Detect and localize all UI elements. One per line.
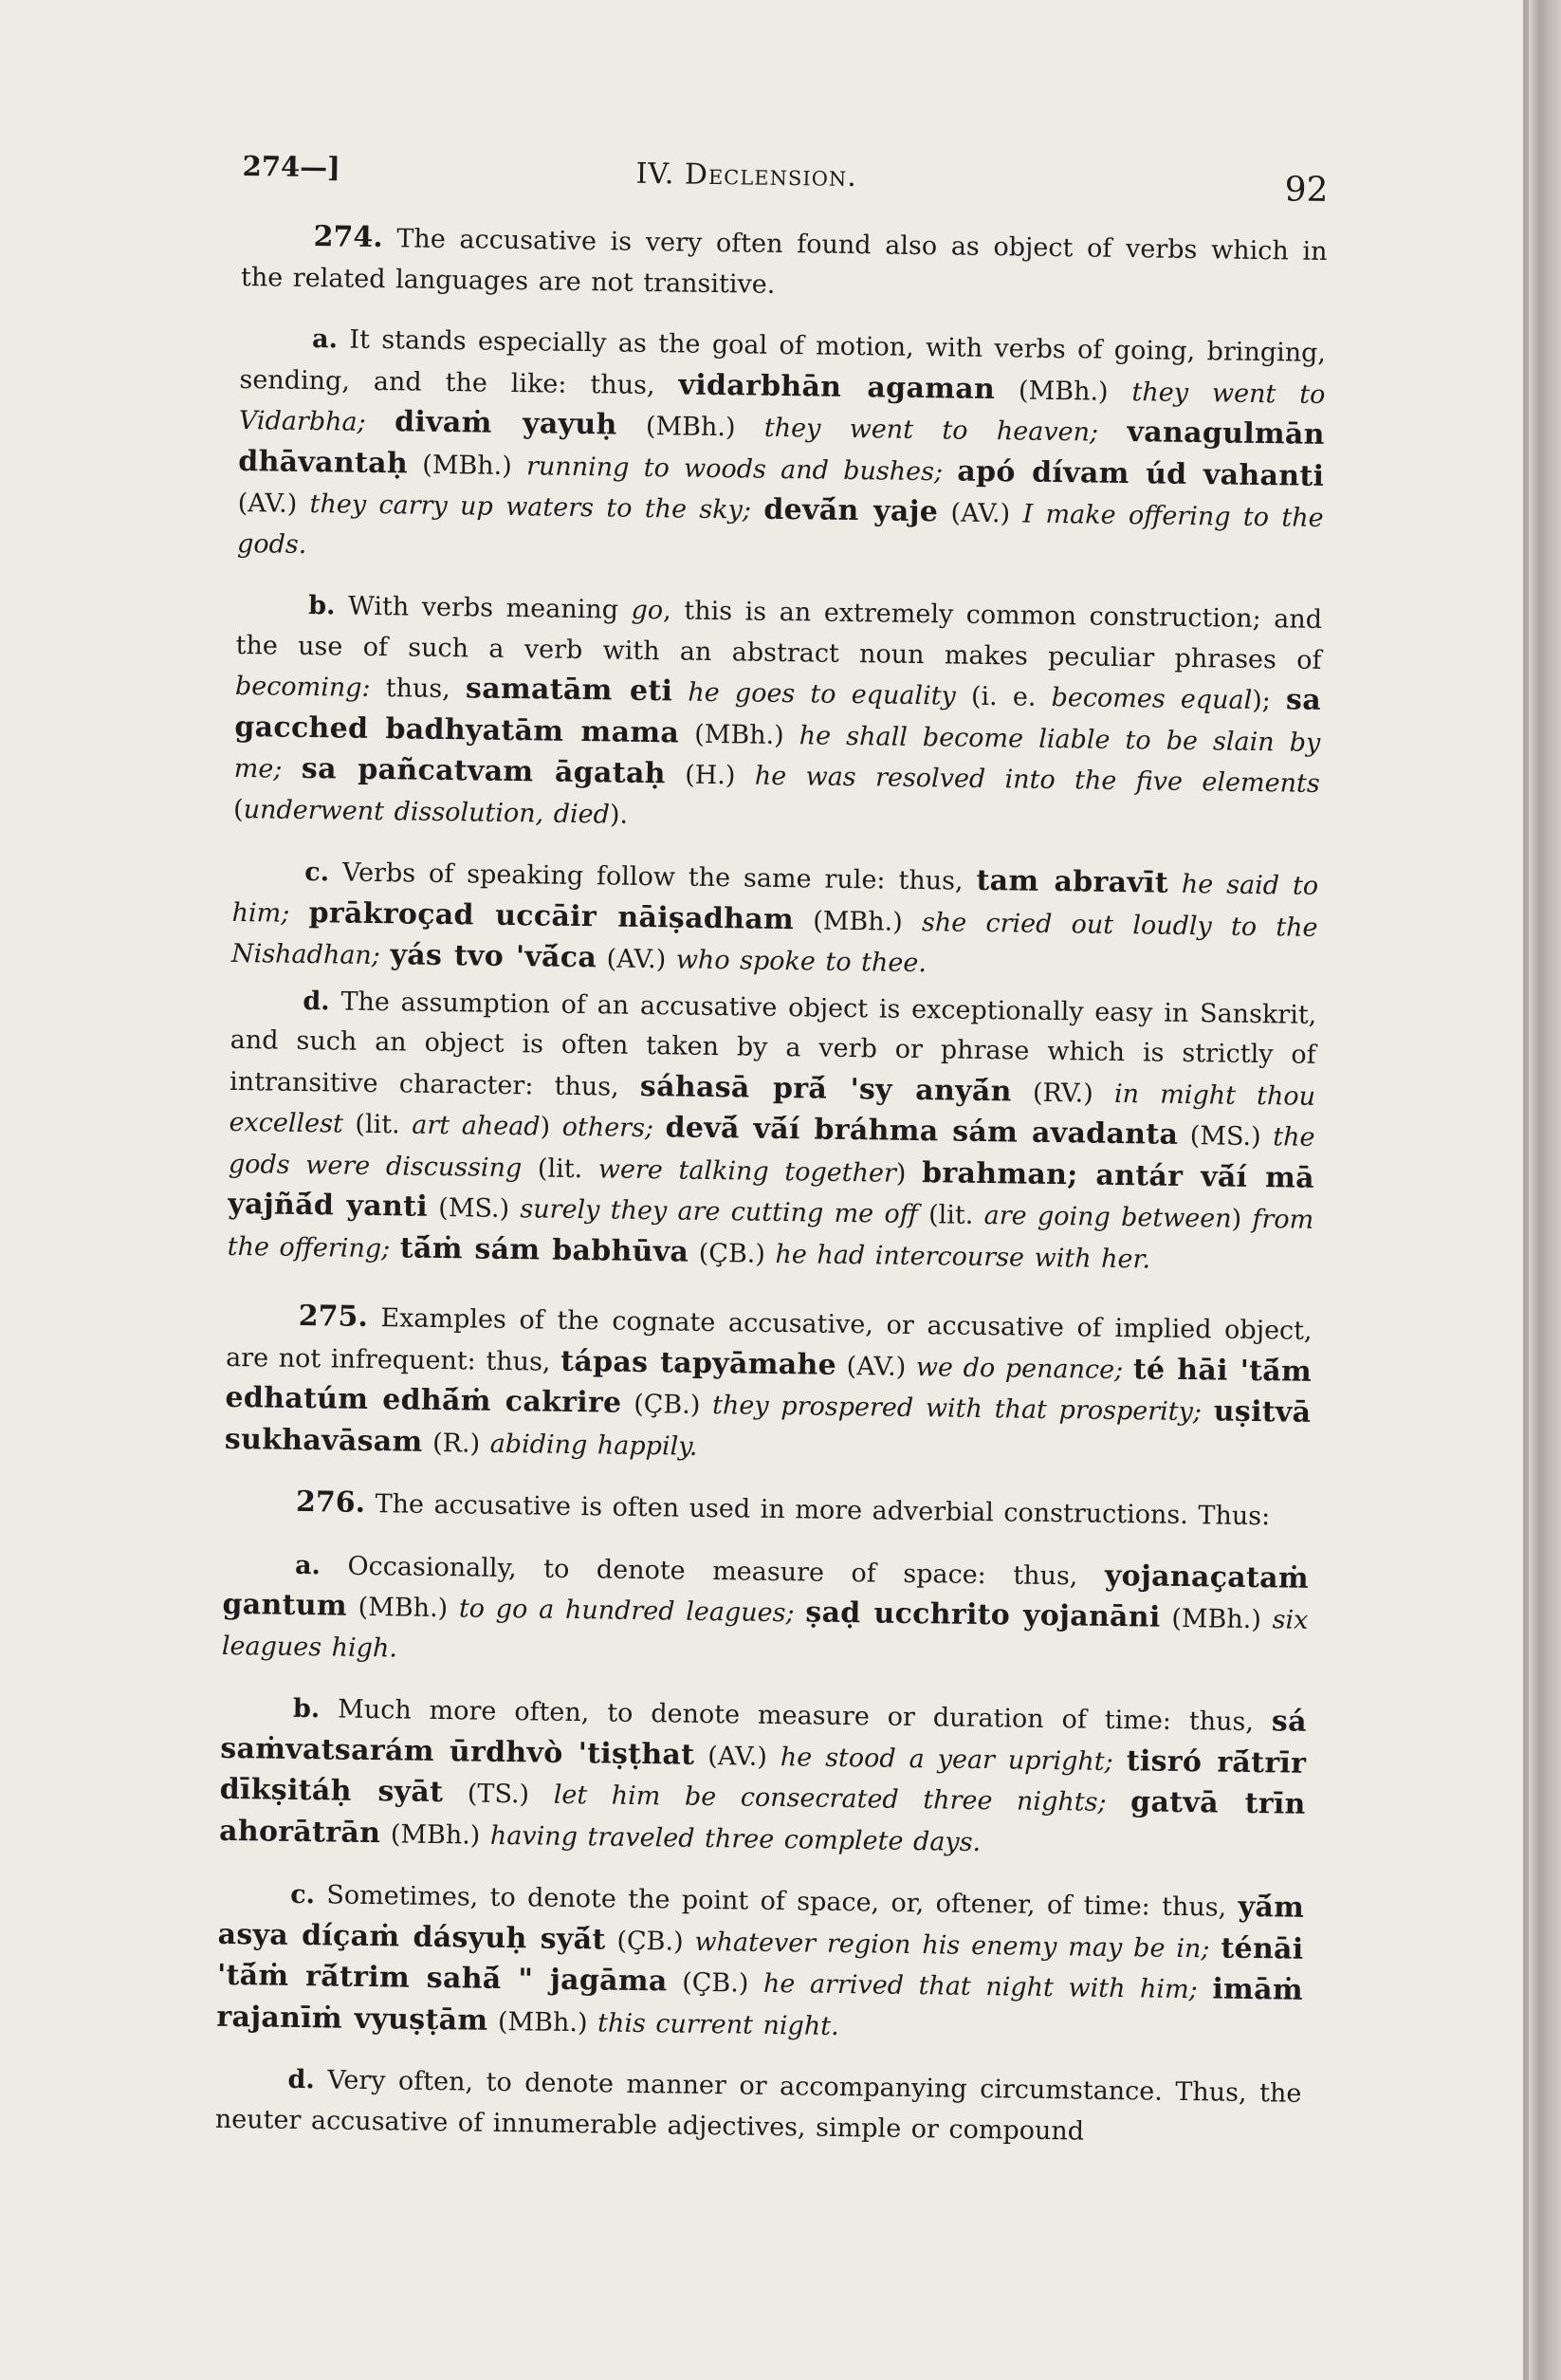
gloss: who spoke to thee.	[675, 945, 927, 979]
text: )	[1231, 1204, 1253, 1234]
gloss: he stood a year upright;	[780, 1742, 1113, 1777]
text: (AV.)	[937, 498, 1023, 529]
running-header	[242, 142, 1329, 224]
text: (MBh.)	[407, 449, 527, 481]
text: (MBh.)	[346, 1592, 460, 1624]
sanskrit-term: té hāi 'tā́m edhatúm edhā́ṁ cakrire	[225, 1352, 1313, 1420]
sanskrit-term: sa gacched badhyatām mama	[234, 683, 1322, 749]
text: (MBh.)	[487, 2006, 598, 2038]
item-label: c.	[304, 857, 330, 888]
item-label: c.	[289, 1879, 316, 1910]
text: (lit.	[917, 1200, 984, 1231]
text: (MBh.)	[1160, 1603, 1273, 1635]
gloss: they prospered with that prosperity;	[711, 1391, 1203, 1428]
text: (AV.)	[694, 1741, 781, 1772]
gloss: she cried out loudly to the Nishadhan;	[230, 907, 1318, 971]
sanskrit-term: devā́ vā́í bráhma sám avadanta	[665, 1111, 1179, 1152]
gloss: he said to him;	[231, 869, 1319, 929]
text: (MBh.)	[380, 1818, 491, 1851]
text	[1098, 418, 1128, 448]
sanskrit-term: divaṁ yayuḥ	[394, 405, 617, 442]
gloss: he had intercourse with her.	[775, 1239, 1151, 1274]
chapter-word: Declension.	[684, 157, 858, 194]
text: , this is an extremely common construction; and the use of such a verb with an abstract noun makes peculiar phrases of	[235, 596, 1323, 675]
sanskrit-term: prākroçad uccāir nāiṣadham	[308, 895, 795, 936]
text: (MBh.)	[994, 375, 1132, 407]
text	[1106, 1788, 1130, 1817]
page-number: 92	[1284, 170, 1329, 210]
sanskrit-term: devā́n yaje	[763, 492, 939, 529]
gloss: having traveled three complete days.	[489, 1820, 982, 1857]
text	[1198, 1975, 1213, 2004]
text: Much more often, to denote measure or duration of time: thus,	[320, 1694, 1273, 1738]
sanskrit-term: vanagulmān dhāvantaḥ	[238, 415, 1326, 480]
gloss: six leagues high.	[221, 1605, 1309, 1663]
text: (i. e.	[955, 681, 1052, 712]
item-label: b.	[307, 591, 336, 621]
text	[366, 408, 395, 437]
sanskrit-term: gatvā trīn ahorātrān	[218, 1785, 1306, 1850]
text: (MS.)	[1177, 1120, 1274, 1153]
text	[794, 1598, 805, 1628]
sanskrit-term: tisró rā́trīr dīkṣitáḥ syāt	[219, 1743, 1307, 1810]
text: (MBh.)	[678, 718, 800, 750]
text	[1123, 1356, 1133, 1385]
text	[1202, 1397, 1214, 1427]
sanskrit-term: imāṁ rajanīṁ vyuṣṭām	[216, 1972, 1304, 2038]
section-number: 274.	[313, 220, 383, 255]
text: Verbs of speaking follow the same rule: thus,	[328, 858, 977, 896]
text: (ÇB.)	[688, 1238, 776, 1269]
item-label: b.	[292, 1693, 321, 1725]
chapter-title	[635, 157, 857, 194]
sanskrit-term: apó dívam úd vahanti	[957, 454, 1325, 493]
gloss: others;	[561, 1112, 654, 1144]
gloss: he shall become liable to be slain by me;	[233, 720, 1321, 784]
text: (R.)	[422, 1428, 490, 1459]
text: ).	[609, 799, 629, 830]
text: (MS.)	[427, 1192, 521, 1225]
section-number: 276.	[295, 1485, 366, 1520]
scan-edge	[1529, 0, 1561, 2380]
sanskrit-term: yás tvo 'vā́ca	[390, 938, 597, 975]
gloss: becomes equal	[1051, 682, 1253, 715]
paragraph-276	[224, 1482, 1310, 1538]
gloss: go	[631, 595, 664, 626]
gloss: were talking together	[597, 1153, 897, 1189]
gloss: underwent dissolution, died	[243, 794, 611, 829]
text: )	[895, 1158, 923, 1189]
item-label: a.	[294, 1550, 321, 1580]
gloss: are going between	[983, 1201, 1232, 1234]
sanskrit-term: yojanaçataṁ gantum	[222, 1559, 1310, 1623]
gloss: whatever region his enemy may be in;	[694, 1927, 1210, 1964]
text	[1168, 870, 1182, 899]
gloss: he arrived that night with him;	[762, 1968, 1198, 2005]
text: With verbs meaning	[335, 591, 632, 625]
gloss: they went to Vidarbha;	[238, 377, 1326, 437]
gloss: the gods were discussing	[228, 1122, 1315, 1183]
chapter-roman: IV.	[635, 157, 675, 192]
text: (lit.	[522, 1153, 599, 1184]
paragraph-276c	[216, 1873, 1304, 2054]
section-number: 275.	[298, 1299, 369, 1334]
text: (RV.)	[1011, 1077, 1115, 1109]
text	[289, 898, 309, 928]
text: thus,	[370, 673, 467, 705]
paragraph-276b	[219, 1688, 1307, 1868]
text	[653, 1114, 666, 1143]
sanskrit-term: ténāi 'tā́ṁ rā́trim sahā́ " jagāma	[216, 1931, 1304, 1999]
gloss: in might thou excellest	[229, 1079, 1316, 1139]
gloss: to go a hundred leagues;	[458, 1594, 795, 1629]
sanskrit-term: uṣitvā sukhavāsam	[224, 1394, 1312, 1459]
gloss: he was resolved into the five elements	[754, 761, 1320, 799]
text: (lit.	[342, 1109, 413, 1140]
text	[282, 755, 302, 784]
gloss: abiding happily.	[489, 1429, 698, 1462]
gloss: surely they are cutting me off	[520, 1194, 919, 1230]
paragraph-274	[241, 216, 1328, 313]
text	[1113, 1746, 1127, 1776]
paragraph-274a	[237, 319, 1327, 580]
text	[943, 457, 958, 487]
text: (AV.)	[836, 1351, 917, 1382]
gloss: I make offering to the gods.	[236, 499, 1324, 560]
gloss: art ahead	[412, 1110, 541, 1142]
item-label: d.	[287, 2064, 315, 2095]
text: Examples of the cognate accusative, or accusative of implied object, are not infrequent: thus,	[225, 1302, 1313, 1377]
text: (MBh.)	[616, 411, 765, 443]
sanskrit-term: tā́ṁ sám babhūva	[399, 1230, 689, 1269]
sanskrit-term: sa pañcatvam āgataḥ	[301, 751, 667, 791]
sanskrit-term: tam abravīt	[976, 863, 1169, 900]
gloss: we do penance;	[915, 1352, 1124, 1385]
paragraph-274b	[233, 585, 1322, 845]
gloss: this current night.	[597, 2007, 839, 2041]
item-label: a.	[311, 324, 339, 355]
text: The assumption of an accusative object is exceptionally easy in Sanskrit, and such an object is often taken by a verb or phrase which is strictly of intransitive character: thus,	[229, 986, 1317, 1102]
text: (ÇB.)	[667, 1967, 764, 1999]
text: Sometimes, to denote the point of space, or, oftener, of time: thus,	[314, 1880, 1239, 1923]
text: Very often, to denote manner or accompanying circumstance. Thus, the neuter accusative of innumerable adjectives, simple or compound	[214, 2065, 1302, 2147]
gloss: he goes to equality	[688, 677, 957, 711]
text: It stands especially as the goal of motion, with verbs of going, bringing, sending, and the like: thus,	[239, 324, 1327, 400]
text: );	[1251, 685, 1287, 716]
paragraph-274d	[227, 980, 1316, 1282]
body-text	[215, 216, 1328, 2155]
sanskrit-term: sá saṁvatsarám ūrdhvò 'tiṣṭhat	[220, 1705, 1308, 1772]
text: The accusative is often used in more adverbial constructions. Thus:	[364, 1488, 1271, 1532]
sanskrit-term: vidarbhān agaman	[678, 367, 996, 406]
section-ref: 274—]	[242, 149, 341, 184]
sanskrit-term: yā́m asya díçaṁ dásyuḥ syā́t	[217, 1890, 1305, 1957]
gloss: from the offering;	[227, 1204, 1314, 1264]
gloss: becoming:	[234, 671, 371, 703]
gloss: they went to heaven;	[763, 413, 1099, 448]
text: (H.)	[665, 760, 756, 791]
sanskrit-term: samatām eti	[465, 672, 673, 709]
text: Occasionally, to denote measure of space: thus,	[320, 1550, 1106, 1592]
text	[1209, 1934, 1221, 1964]
text: The accusative is very often found also as object of verbs which in the related languages are not transitive.	[240, 224, 1328, 300]
text: )	[540, 1112, 562, 1142]
text	[672, 677, 689, 707]
gloss: running to woods and bushes;	[525, 451, 944, 487]
text: (ÇB.)	[621, 1389, 713, 1421]
gloss: let him be consecrated three nights;	[553, 1780, 1107, 1817]
paragraph-276d	[215, 2059, 1302, 2155]
sanskrit-term: brahman; antár vā́í mā yajñā́d yanti	[228, 1155, 1315, 1224]
text: (MBh.)	[793, 905, 923, 937]
sanskrit-term: ṣaḍ ucchrito yojanāni	[805, 1596, 1161, 1634]
sanskrit-term: sáhasā prā́ 'sy anyā́n	[639, 1069, 1012, 1108]
text: (ÇB.)	[605, 1926, 695, 1957]
text: (TS.)	[443, 1779, 554, 1810]
text	[751, 496, 764, 526]
item-label: d.	[303, 986, 330, 1016]
paragraph-276a	[222, 1543, 1310, 1681]
text: (	[232, 794, 244, 824]
paragraph-275	[225, 1296, 1313, 1476]
paragraph-274c	[231, 851, 1319, 989]
sanskrit-term: tápas tapyāmahe	[560, 1344, 837, 1382]
book-page	[215, 142, 1329, 2155]
text: (AV.)	[237, 488, 310, 520]
text: (AV.)	[596, 944, 677, 975]
text	[390, 1234, 400, 1264]
gloss: they carry up waters to the sky;	[309, 489, 752, 526]
